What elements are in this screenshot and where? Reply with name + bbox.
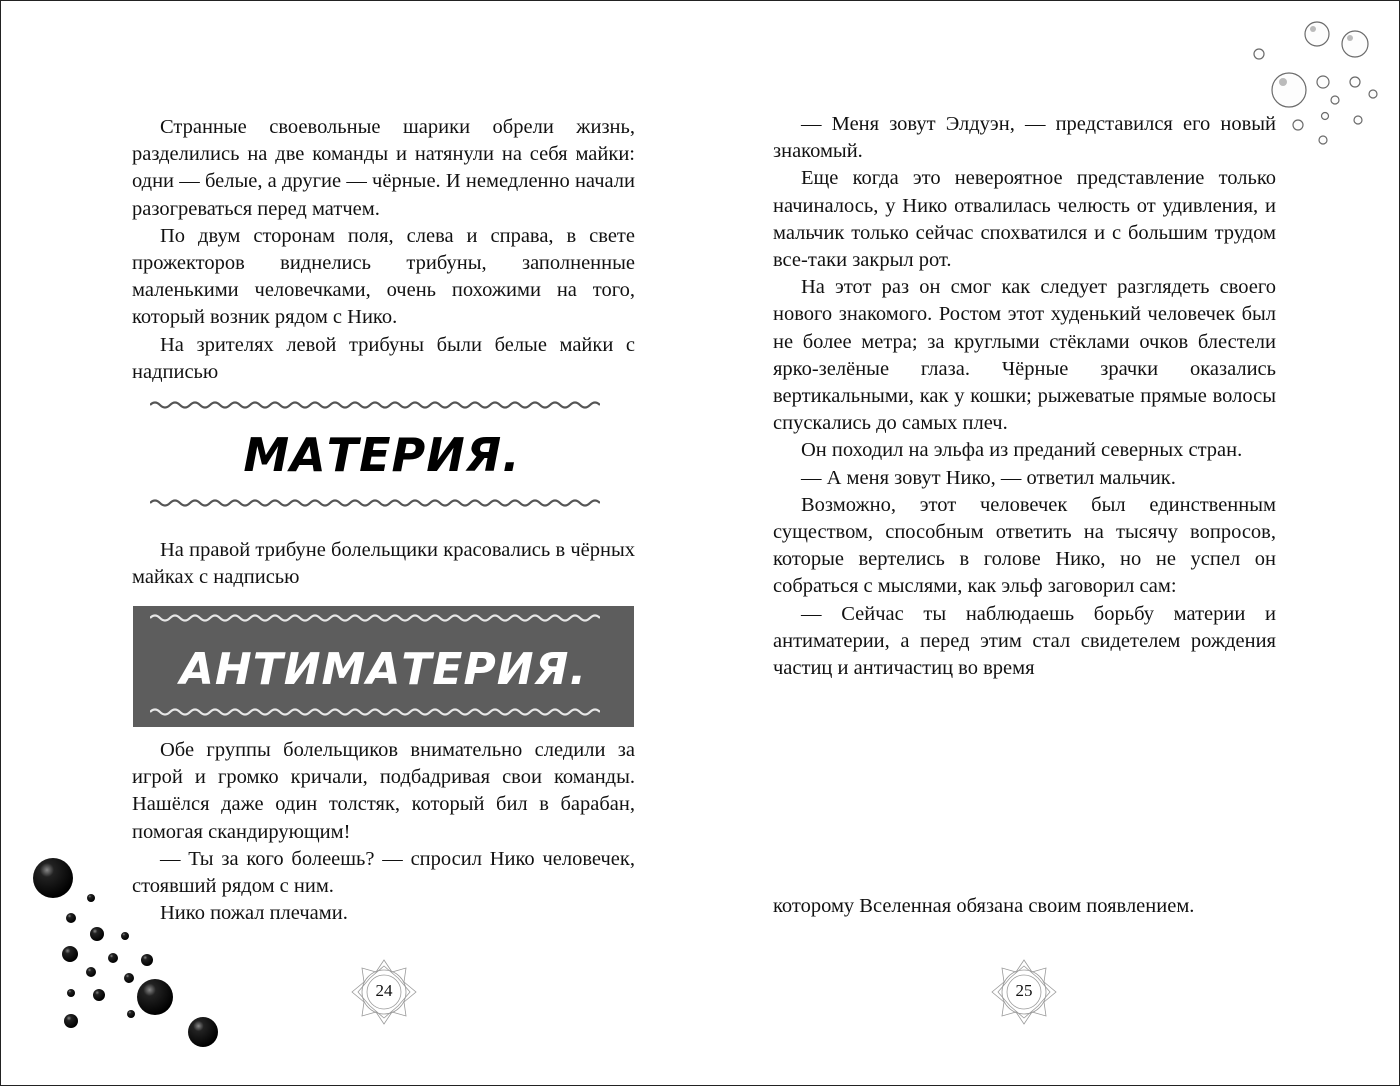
- paragraph: — Ты за кого болеешь? — спросил Нико человечек, стоявший рядом с ним.: [132, 847, 635, 898]
- right-text-main: [773, 111, 1276, 682]
- paragraph: По двум сторонам поля, слева и справа, в свете прожекторов виднелись трибуны, заполненные маленькими человечками, очень похожими на того, который возник рядом с Нико.: [132, 224, 635, 329]
- paragraph: Нико пожал плечами.: [160, 902, 348, 925]
- wave-divider-top: [150, 398, 600, 412]
- page-number: 25: [1015, 981, 1033, 1000]
- paragraph: На зрителях левой трибуны были белые майки с надписью: [132, 333, 635, 383]
- wave-divider-dark-top: [150, 611, 600, 625]
- wave-divider-bottom: [150, 496, 600, 510]
- left-text-middle: [132, 537, 635, 591]
- paragraph: Еще когда это невероятное представление только начиналось, у Нико отвалилась челюсть от удивления, и мальчик только сейчас спохватился и с большим трудом все-таки закрыл рот.: [773, 167, 1276, 272]
- paragraph: На правой трибуне болельщики красовались в чёрных майках с надписью: [132, 539, 635, 589]
- black-bubbles-icon: [25, 850, 235, 1060]
- paragraph: Странные своевольные шарики обрели жизнь, разделились на две команды и натянули на себя майки: одни — белые, а другие — чёрные. И немедленно начали разогреваться перед матчем.: [132, 116, 635, 220]
- wave-divider-dark-bottom: [150, 705, 600, 719]
- paragraph: которому Вселенная обязана своим появлением.: [773, 895, 1195, 917]
- page-number-24: [350, 958, 418, 1026]
- left-text-top: [132, 114, 635, 386]
- paragraph: Обе группы болельщиков внимательно следили за игрой и громко кричали, подбадривая свои команды. Нашёлся даже один толстяк, который бил в барабан, помогая скандирующим!: [132, 739, 635, 843]
- right-page: [700, 0, 1400, 1086]
- paragraph: Возможно, этот человечек был единственным существом, способным ответить на тысячу вопросов, которые вертелись в голове Нико, но не успел он собраться с мыслями, как эльф заговорил сам:: [773, 493, 1276, 598]
- paragraph: На этот раз он смог как следует разглядеть своего нового знакомого. Ростом этот худенький человечек был не более метра; за круглыми стёклами очков блестели ярко-зелёные глаза. Чёрные зрачки оказались вертикальными, как у кошки; рыжеватые прямые волосы спускались до самых плеч.: [773, 276, 1276, 435]
- paragraph: Он походил на эльфа из преданий северных стран.: [801, 439, 1243, 462]
- banner-antimateria: АНТИМАТЕРИЯ.: [179, 644, 588, 695]
- right-text-closing: [773, 893, 1276, 920]
- banner-materia: МАТЕРИЯ.: [243, 428, 521, 482]
- paragraph: — Сейчас ты наблюдаешь борьбу материи и антиматерии, а перед этим стал свидетелем рождения частиц и античастиц во время: [773, 602, 1276, 680]
- paragraph: — А меня зовут Нико, — ответил мальчик.: [801, 466, 1176, 489]
- page-number-25: [990, 958, 1058, 1026]
- paragraph: — Меня зовут Элдуэн, — представился его новый знакомый.: [773, 113, 1276, 163]
- page-number: 24: [375, 981, 393, 1000]
